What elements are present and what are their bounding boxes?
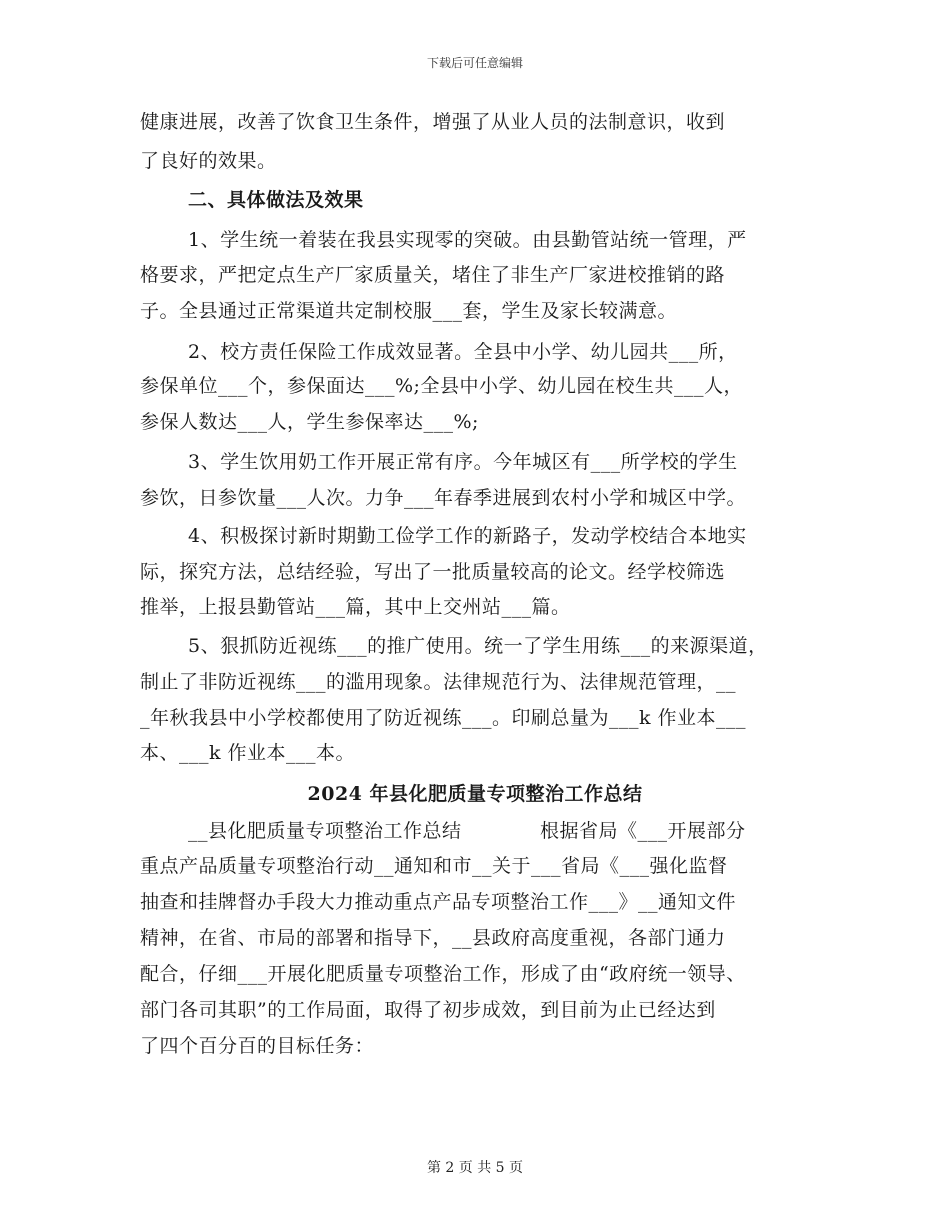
paragraph-line: 制止了非防近视练___的滥用现象。法律规范行为、法律规范管理，__ (140, 671, 737, 693)
paragraph-line: __县化肥质量专项整治工作总结 根据省局《___开展部分 (188, 820, 746, 842)
paragraph-line: 2、校方责任保险工作成效显著。全县中小学、幼儿园共___所， (188, 341, 738, 363)
paragraph-line: 格要求，严把定点生产厂家质量关，堵住了非生产厂家进校推销的路 (140, 264, 726, 286)
paragraph-line: 推举，上报县勤管站___篇，其中上交州站___篇。 (140, 596, 571, 618)
paragraph-line: 健康进展，改善了饮食卫生条件，增强了从业人员的法制意识，收到 (140, 111, 726, 133)
paragraph-line: 本、___k 作业本___本。 (140, 742, 356, 764)
paragraph-line: _年秋我县中小学校都使用了防近视练___。印刷总量为___k 作业本___ (140, 707, 747, 729)
paragraph-line: 抽查和挂牌督办手段大力推动重点产品专项整治工作___》__通知文件 (140, 891, 737, 913)
page-header: 下载后可任意编辑 (426, 56, 523, 70)
paragraph-line: 3、学生饮用奶工作开展正常有序。今年城区有___所学校的学生 (188, 451, 738, 473)
paragraph-line: 部门各司其职”的工作局面，取得了初步成效，到目前为止已经达到 (140, 999, 716, 1021)
document-title: 2024 年县化肥质量专项整治工作总结 (307, 783, 643, 805)
paragraph-line: 了四个百分百的目标任务： (140, 1035, 375, 1057)
paragraph-line: 际，探究方法，总结经验，写出了一批质量较高的论文。经学校筛选 (140, 561, 726, 583)
paragraph-line: 子。全县通过正常渠道共定制校服___套，学生及家长较满意。 (140, 300, 678, 322)
paragraph-line: 4、积极探讨新时期勤工俭学工作的新路子，发动学校结合本地实 (188, 525, 747, 547)
paragraph-line: 精神，在省、市局的部署和指导下，__县政府高度重视，各部门通力 (140, 927, 726, 949)
paragraph-line: 重点产品质量专项整治行动__通知和市__关于___省局《___强化监督 (140, 855, 728, 877)
paragraph-line: 1、学生统一着装在我县实现零的突破。由县勤管站统一管理，严 (188, 229, 747, 251)
page-footer: 第 2 页 共 5 页 (426, 1160, 524, 1176)
paragraph-line: 5、狠抓防近视练___的推广使用。统一了学生用练___的来源渠道， (188, 635, 768, 657)
paragraph-line: 配合，仔细___开展化肥质量专项整治工作，形成了由“政府统一领导、 (140, 963, 746, 985)
paragraph-line: 参保单位___个，参保面达___%;全县中小学、幼儿园在校生共___人， (140, 375, 743, 397)
paragraph-line: 参饮，日参饮量___人次。力争___年春季进展到农村小学和城区中学。 (140, 487, 747, 509)
paragraph-line: 了良好的效果。 (140, 150, 277, 172)
paragraph-line: 参保人数达___人，学生参保率达___%; (140, 411, 479, 433)
section-heading: 二、具体做法及效果 (188, 189, 364, 211)
